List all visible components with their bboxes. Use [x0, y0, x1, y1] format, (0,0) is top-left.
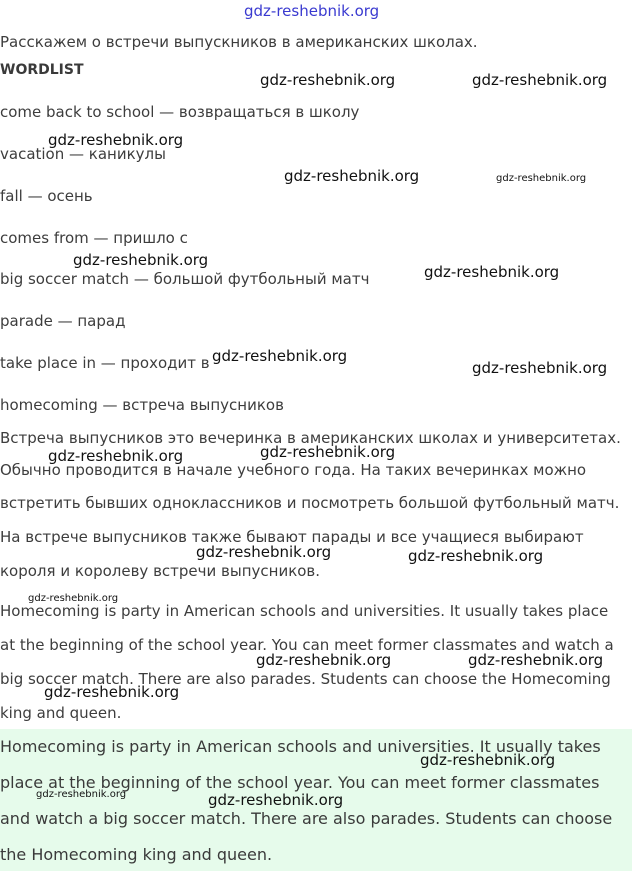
russian-line: Встреча выпусников это вечеринка в американских школах и университетах. [0, 429, 621, 447]
wordlist-item: parade — парад [0, 312, 126, 330]
wordlist-item: come back to school — возвращаться в школу [0, 103, 360, 121]
watermark: gdz-reshebnik.org [496, 173, 587, 184]
watermark: gdz-reshebnik.org [472, 359, 608, 377]
wordlist-item: comes from — пришло с [0, 229, 188, 247]
answer-line: and watch a big soccer match. There are also parades. Students can choose [0, 809, 613, 828]
watermark: gdz-reshebnik.org [256, 651, 392, 669]
watermark: gdz-reshebnik.org [260, 71, 396, 89]
watermark: gdz-reshebnik.org [424, 263, 560, 281]
watermark: gdz-reshebnik.org [420, 751, 556, 769]
watermark: gdz-reshebnik.org [408, 547, 544, 565]
watermark: gdz-reshebnik.org [472, 71, 608, 89]
watermark: gdz-reshebnik.org [208, 791, 344, 809]
watermark: gdz-reshebnik.org [36, 789, 127, 800]
answer-line: place at the beginning of the school year. You can meet former classmates [0, 773, 600, 792]
wordlist-item: fall — осень [0, 187, 93, 205]
watermark: gdz-reshebnik.org [244, 2, 380, 20]
watermark: gdz-reshebnik.org [48, 447, 184, 465]
answer-line: Homecoming is party in American schools and universities. It usually takes [0, 737, 601, 756]
wordlist-item: big soccer match — большой футбольный матч [0, 270, 370, 288]
intro-text: Расскажем о встречи выпускников в американских школах. [0, 33, 478, 51]
wordlist-item: homecoming — встреча выпусников [0, 396, 284, 414]
russian-line: встретить бывших одноклассников и посмотреть большой футбольный матч. [0, 494, 620, 512]
watermark: gdz-reshebnik.org [284, 167, 420, 185]
answer-line: the Homecoming king and queen. [0, 845, 273, 864]
wordlist-item: take place in — проходит в [0, 354, 210, 372]
wordlist-heading: WORDLIST [0, 62, 84, 78]
russian-line: На встрече выпусников также бывают парады и все учащиеся выбирают [0, 528, 584, 546]
english-line: king and queen. [0, 704, 122, 722]
english-line: at the beginning of the school year. You can meet former classmates and watch a [0, 636, 614, 654]
english-line: big soccer match. There are also parades. Students can choose the Homecoming [0, 670, 611, 688]
watermark: gdz-reshebnik.org [73, 251, 209, 269]
watermark: gdz-reshebnik.org [28, 593, 119, 604]
watermark: gdz-reshebnik.org [212, 347, 348, 365]
english-line: Homecoming is party in American schools and universities. It usually takes place [0, 602, 609, 620]
watermark: gdz-reshebnik.org [48, 131, 184, 149]
watermark: gdz-reshebnik.org [260, 443, 396, 461]
watermark: gdz-reshebnik.org [468, 651, 604, 669]
watermark: gdz-reshebnik.org [196, 543, 332, 561]
wordlist-item: vacation — каникулы [0, 145, 166, 163]
russian-line: Обычно проводится в начале учебного года. На таких вечеринках можно [0, 461, 587, 479]
watermark: gdz-reshebnik.org [44, 683, 180, 701]
russian-line: короля и королеву встречи выпусников. [0, 562, 321, 580]
